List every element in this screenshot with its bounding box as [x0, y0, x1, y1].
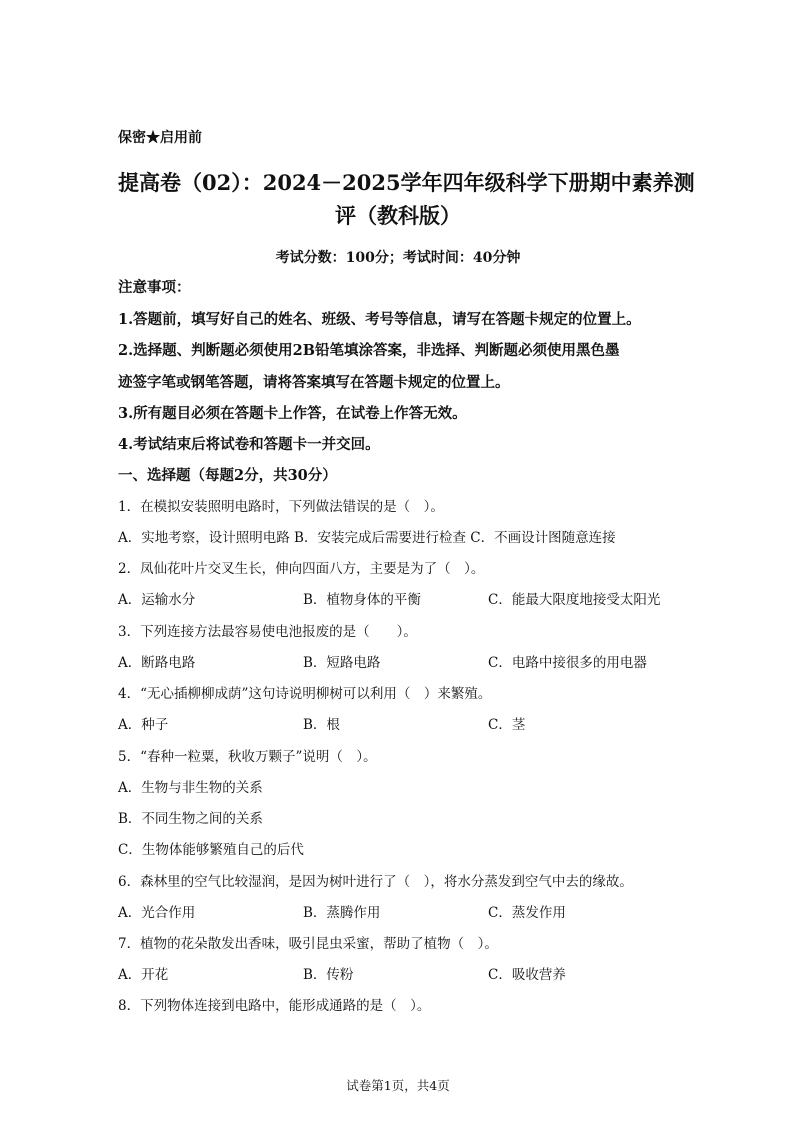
question-3: 3．下列连接方法最容易使电池报废的是（ ）。: [118, 624, 417, 640]
option-a: A．种子: [118, 717, 169, 733]
option-b: B．传粉: [303, 967, 354, 983]
note-item: 4.考试结束后将试卷和答题卡一并交回。: [118, 436, 380, 453]
option-a: A．生物与非生物的关系: [118, 780, 263, 796]
option-c: C．电路中接很多的用电器: [488, 655, 647, 671]
notes-heading: 注意事项：: [118, 279, 191, 296]
option-a: A．开花: [118, 967, 169, 983]
question-7: 7．植物的花朵散发出香味，吸引昆虫采蜜，帮助了植物（ ）。: [118, 936, 498, 952]
question-2: 2．凤仙花叶片交叉生长，伸向四面八方，主要是为了（ ）。: [118, 561, 485, 577]
options-row: A．实地考察，设计照明电路 B．安装完成后需要进行检查 C．不画设计图随意连接: [118, 530, 616, 546]
question-8: 8．下列物体连接到电路中，能形成通路的是（ ）。: [118, 998, 431, 1014]
question-5: 5．“春种一粒粟，秋收万颗子”说明（ ）。: [118, 749, 377, 765]
option-a: A．运输水分: [118, 592, 196, 608]
option-a: A．光合作用: [118, 905, 196, 921]
page-footer: 试卷第1页，共4页: [346, 1078, 450, 1093]
option-b: B．植物身体的平衡: [303, 592, 421, 608]
question-4: 4．“无心插柳柳成荫”这句诗说明柳树可以利用（ ）来繁殖。: [118, 686, 492, 702]
option-c: C．茎: [488, 717, 526, 733]
question-1: 1．在模拟安装照明电路时，下列做法错误的是（ ）。: [118, 499, 444, 515]
section-heading: 一、选择题（每题2分，共30分）: [118, 467, 337, 484]
option-c: C．能最大限度地接受太阳光: [488, 592, 661, 608]
option-c: C．生物体能够繁殖自己的后代: [118, 842, 304, 858]
option-c: C．蒸发作用: [488, 905, 566, 921]
note-item: 1.答题前，填写好自己的姓名、班级、考号等信息，请写在答题卡规定的位置上。: [118, 311, 641, 328]
confidential-label: 保密★启用前: [118, 130, 202, 146]
question-6: 6．森林里的空气比较湿润，是因为树叶进行了（ ），将水分蒸发到空气中去的缘故。: [118, 874, 633, 890]
option-a: A．断路电路: [118, 655, 196, 671]
option-b: B．蒸腾作用: [303, 905, 381, 921]
note-item: 3.所有题目必须在答题卡上作答，在试卷上作答无效。: [118, 405, 467, 422]
option-c: C．吸收营养: [488, 967, 566, 983]
option-b: B．不同生物之间的关系: [118, 811, 263, 827]
option-b: B．短路电路: [303, 655, 381, 671]
page-title: 提高卷（02）：2024－2025学年四年级科学下册期中素养测: [118, 170, 695, 195]
note-item: 2.选择题、判断题必须使用2B铅笔填涂答案，非选择、判断题必须使用黑色墨: [118, 342, 620, 359]
note-item: 迹签字笔或钢笔答题，请将答案填写在答题卡规定的位置上。: [118, 374, 510, 391]
option-b: B．根: [303, 717, 340, 733]
page-title-line2: 评（教科版）: [335, 203, 461, 228]
exam-info: 考试分数：100分；考试时间：40分钟: [275, 250, 521, 266]
